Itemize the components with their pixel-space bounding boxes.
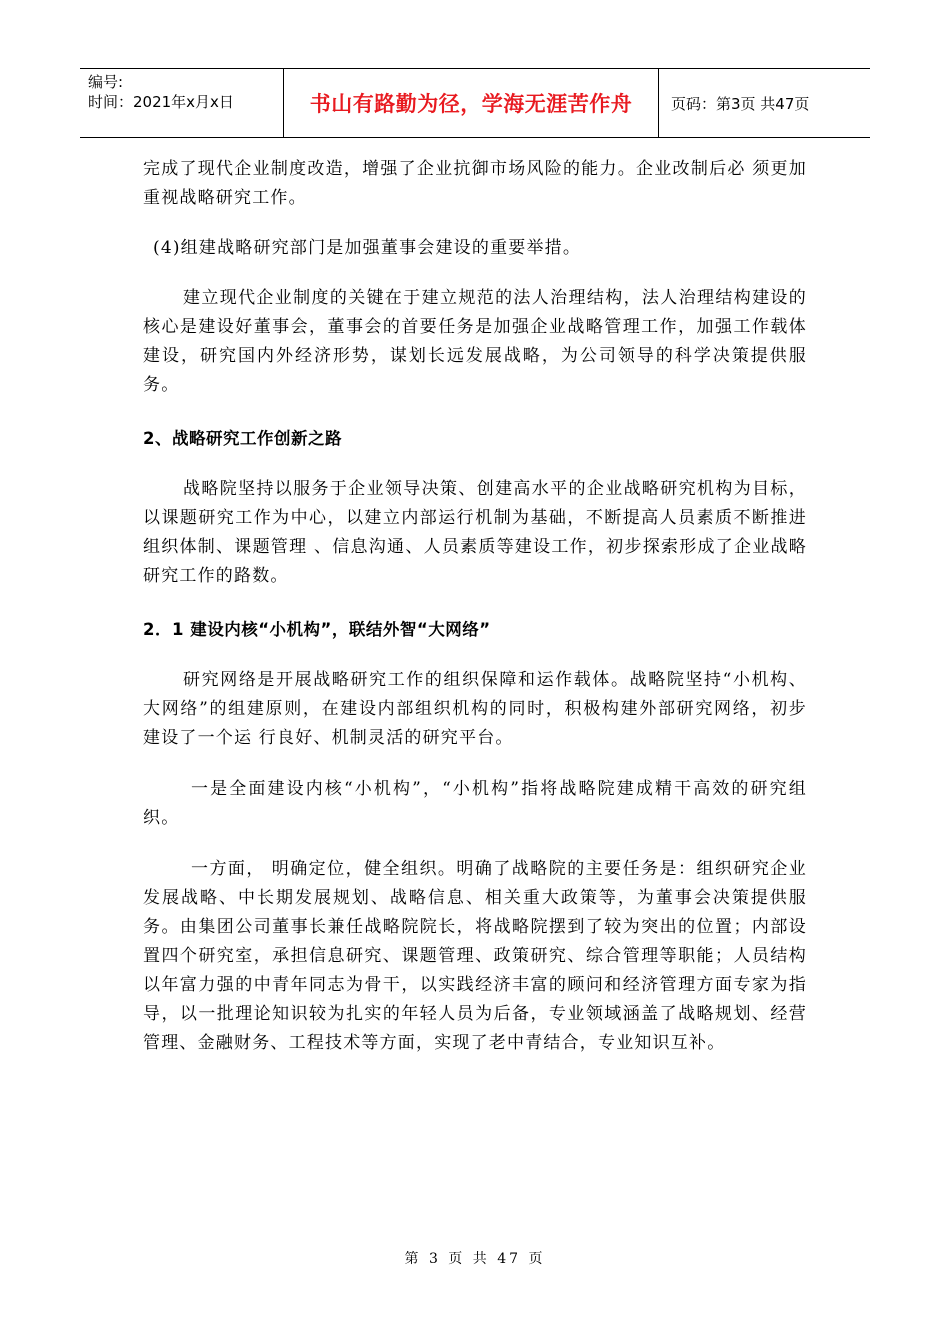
subsection-heading: 2．1 建设内核“小机构”，联结外智“大网络”	[143, 620, 491, 639]
paragraph: 一方面， 明确定位，健全组织。明确了战略院的主要任务是：组织研究企业发展战略、中长期发展规划、战略信息、相关重大政策等，为董事会决策提供服务。由集团公司董事长兼任战略院院长，将战略院摆到了较为突出的位置；内部设置四个研究室，承担信息研究、课题管理、政策研究、综合管理等职能；人员结构以年富力强的中青年同志为骨干，以实践经济丰富的顾问和经济管理方面专家为指导，以一批理论知识较为扎实的年轻人员为后备，专业领域涵盖了战略规划、经营管理、金融财务、工程技术等方面，实现了老中青结合，专业知识互补。	[143, 859, 807, 1053]
document-body	[143, 155, 807, 1058]
document-date: 时间：2021年x月x日	[88, 93, 234, 111]
paragraph: 建立现代企业制度的关键在于建立规范的法人治理结构，法人治理结构建设的核心是建设好董事会，董事会的首要任务是加强企业战略管理工作，加强工作载体建设，研究国内外经济形势，谋划长远发展战略，为公司领导的科学决策提供服务。	[143, 288, 807, 395]
page-footer: 第 3 页 共 47 页	[404, 1251, 546, 1267]
header-page-info: 页码：第3页 共47页	[671, 94, 810, 113]
page-header	[80, 68, 870, 138]
paragraph: 完成了现代企业制度改造，增强了企业抗御市场风险的能力。企业改制后必 须更加重视战略研究工作。	[143, 159, 807, 208]
section-heading: 2、战略研究工作创新之路	[143, 429, 342, 448]
paragraph: 一是全面建设内核“小机构”，“小机构”指将战略院建成精干高效的研究组织。	[143, 779, 807, 828]
document-number-label: 编号:	[88, 73, 124, 91]
header-meta	[80, 69, 283, 137]
header-motto: 书山有路勤为径，学海无涯苦作舟	[283, 69, 659, 137]
paragraph: 研究网络是开展战略研究工作的组织保障和运作载体。战略院坚持“小机构、大网络”的组建原则，在建设内部组织机构的同时，积极构建外部研究网络，初步建设了一个运 行良好、机制灵活的研究平台。	[143, 670, 807, 748]
paragraph-heading-4: (4)组建战略研究部门是加强董事会建设的重要举措。	[153, 238, 582, 258]
paragraph: 战略院坚持以服务于企业领导决策、创建高水平的企业战略研究机构为目标，以课题研究工作为中心，以建立内部运行机制为基础，不断提高人员素质不断推进组织体制、课题管理 、信息沟通、人员素质等建设工作，初步探索形成了企业战略研究工作的路数。	[143, 479, 807, 586]
